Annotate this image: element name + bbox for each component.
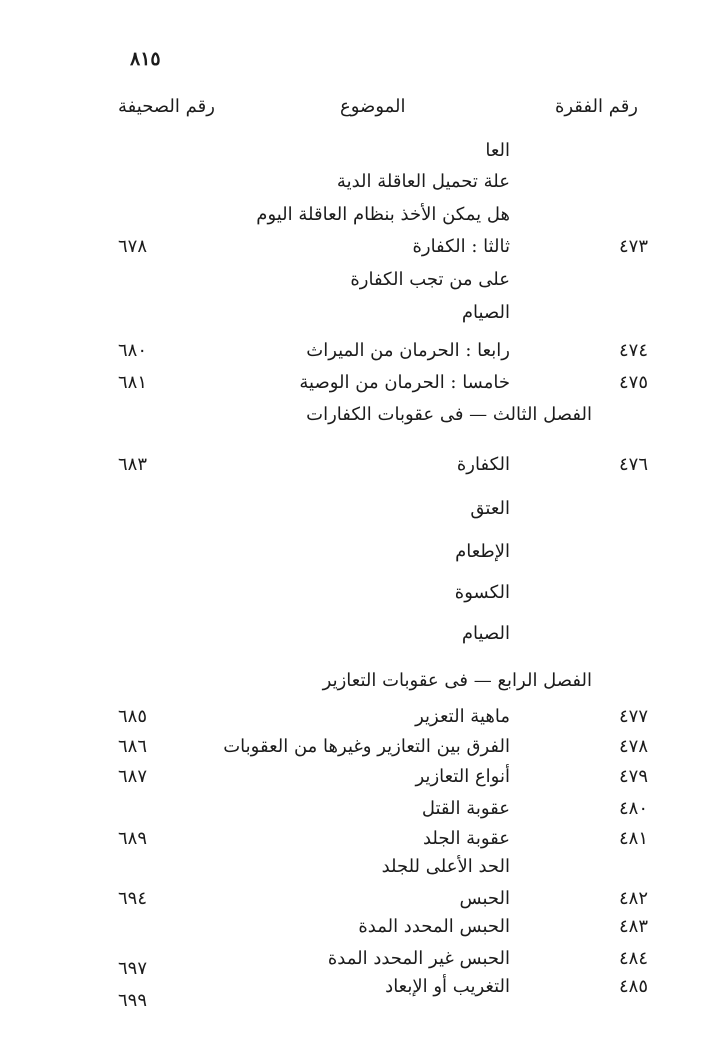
header-page-number: رقم الصحيفة xyxy=(118,96,215,117)
topic-text: الكسوة xyxy=(454,582,510,603)
table-row xyxy=(0,852,720,882)
paragraph-number: ٤٧٥ xyxy=(618,372,648,393)
table-row xyxy=(0,167,720,197)
table-row xyxy=(0,450,720,480)
paragraph-number: ٤٨٣ xyxy=(618,916,648,937)
table-row xyxy=(0,912,720,942)
topic-text: خامسا : الحرمان من الوصية xyxy=(299,372,510,393)
page-reference: ٦٧٨ xyxy=(118,236,148,257)
paragraph-number: ٤٧٦ xyxy=(618,454,648,475)
table-row xyxy=(0,298,720,328)
page-reference: ٦٨١ xyxy=(118,372,148,393)
paragraph-number: ٤٨٤ xyxy=(618,948,648,969)
topic-text: العتق xyxy=(470,498,510,519)
table-row xyxy=(0,824,720,854)
table-row xyxy=(0,944,720,979)
header-paragraph-number: رقم الفقرة xyxy=(554,96,638,117)
topic-text: ثالثا : الكفارة xyxy=(412,236,510,257)
topic-text: الصيام xyxy=(461,623,510,644)
page-reference: ٦٩٩ xyxy=(118,990,148,1011)
topic-text: هل يمكن الأخذ بنظام العاقلة اليوم xyxy=(256,204,510,225)
chapter-heading: الفصل الرابع — فى عقوبات التعازير xyxy=(322,670,592,691)
table-row xyxy=(0,265,720,295)
table-row xyxy=(0,762,720,792)
page-reference: ٦٨٥ xyxy=(118,706,148,727)
chapter-heading: الفصل الثالث — فى عقوبات الكفارات xyxy=(306,404,592,425)
topic-text: رابعا : الحرمان من الميراث xyxy=(306,340,510,361)
topic-text: العا xyxy=(485,140,510,161)
topic-text: الحد الأعلى للجلد xyxy=(381,856,510,877)
table-row xyxy=(0,336,720,366)
topic-text: أنواع التعازير xyxy=(415,766,510,787)
topic-text: الحبس xyxy=(459,888,510,909)
topic-text: الكفارة xyxy=(456,454,510,475)
paragraph-number: ٤٨٥ xyxy=(618,976,648,997)
topic-text: علة تحميل العاقلة الدية xyxy=(336,171,510,192)
table-row xyxy=(0,400,720,430)
topic-text: الحبس غير المحدد المدة xyxy=(327,948,510,969)
page-reference: ٦٨٠ xyxy=(118,340,148,361)
page-reference: ٦٨٣ xyxy=(118,454,148,475)
page-reference: ٦٨٩ xyxy=(118,828,148,849)
paragraph-number: ٤٨٢ xyxy=(618,888,648,909)
table-row xyxy=(0,232,720,262)
paragraph-number: ٤٧٩ xyxy=(618,766,648,787)
table-row xyxy=(0,884,720,914)
paragraph-number: ٤٧٧ xyxy=(618,706,648,727)
topic-text: على من تجب الكفارة xyxy=(350,269,510,290)
table-row xyxy=(0,368,720,398)
page-reference: ٦٨٦ xyxy=(118,736,148,757)
table-row xyxy=(0,200,720,230)
table-row xyxy=(0,136,720,166)
table-row xyxy=(0,794,720,824)
topic-text: عقوبة الجلد xyxy=(422,828,510,849)
table-row xyxy=(0,494,720,524)
table-row xyxy=(0,732,720,762)
topic-text: الإطعام xyxy=(455,541,510,562)
paragraph-number: ٤٨١ xyxy=(618,828,648,849)
table-row xyxy=(0,619,720,649)
topic-text: عقوبة القتل xyxy=(421,798,510,819)
topic-text: ماهية التعزير xyxy=(415,706,510,727)
table-row xyxy=(0,578,720,608)
paragraph-number: ٤٧٣ xyxy=(618,236,648,257)
page-number: ٨١٥ xyxy=(130,48,161,70)
table-row xyxy=(0,702,720,732)
page-reference: ٦٨٧ xyxy=(118,766,148,787)
page-reference: ٦٩٧ xyxy=(118,958,148,979)
topic-text: الحبس المحدد المدة xyxy=(358,916,510,937)
topic-text: الصيام xyxy=(461,302,510,323)
table-row xyxy=(0,537,720,567)
page-reference: ٦٩٤ xyxy=(118,888,148,909)
paragraph-number: ٤٨٠ xyxy=(618,798,648,819)
header-topic: الموضوع xyxy=(340,96,406,117)
table-row xyxy=(0,972,720,1011)
paragraph-number: ٤٧٤ xyxy=(618,340,648,361)
paragraph-number: ٤٧٨ xyxy=(618,736,648,757)
topic-text: التغريب أو الإبعاد xyxy=(385,976,510,997)
table-row xyxy=(0,666,720,696)
topic-text: الفرق بين التعازير وغيرها من العقوبات xyxy=(223,736,510,757)
